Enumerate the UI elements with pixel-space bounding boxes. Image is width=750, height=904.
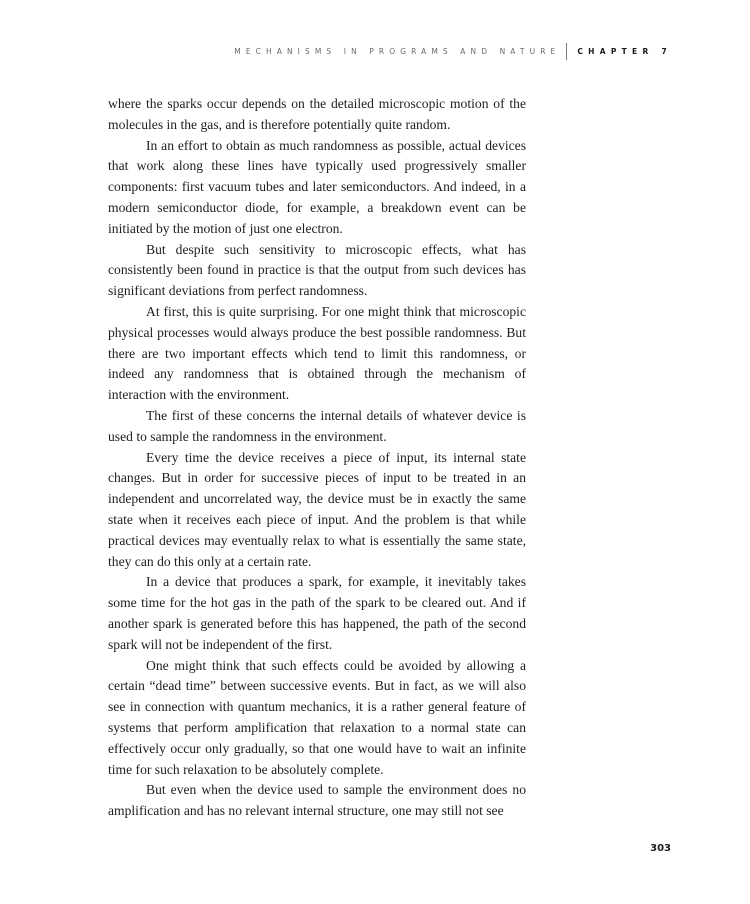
paragraph: In a device that produces a spark, for example, it inevitably takes some time for the hot gas in the path of the spark to be cleared out. And if another spark is generated before this has happened, the path of the second spark will not be independent of the first. [108, 574, 526, 652]
paragraph-continued: where the sparks occur depends on the detailed microscopic motion of the molecules in the gas, and is therefore potentially quite random. [108, 96, 526, 132]
header-divider [566, 43, 567, 60]
paragraph: But even when the device used to sample the environment does no amplification and has no relevant internal structure, one may still not see [108, 782, 526, 819]
paragraph: The first of these concerns the internal details of whatever device is used to sample the randomness in the environment. [108, 407, 526, 444]
paragraph: At first, this is quite surprising. For one might think that microscopic physical processes would always produce the best possible randomness. But there are two important effects which tend to limit this randomness, or indeed any randomness that is obtained through the mechanism of interaction with the environment. [108, 303, 526, 403]
paragraph: But despite such sensitivity to microscopic effects, what has consistently been found in practice is that the output from such devices has significant deviations from perfect randomness. [108, 241, 526, 299]
page-number: 303 [650, 843, 671, 854]
paragraph: In an effort to obtain as much randomness as possible, actual devices that work along these lines have typically used progressively smaller components: first vacuum tubes and later semiconductors. And indeed, in a modern semiconductor diode, for example, a breakdown event can be initiated by the motion of just one electron. [108, 137, 526, 236]
running-header [234, 42, 672, 60]
paragraph: One might think that such effects could be avoided by allowing a certain “dead time” between successive events. But in fact, as we will also see in connection with quantum mechanics, it is a rather general feature of systems that perform amplification that relaxation to a normal state can effectively occur only gradually, so that one would have to wait an infinite time for such relaxation to be absolutely complete. [108, 657, 526, 777]
chapter-label: CHAPTER 7 [577, 46, 672, 56]
body-text [108, 94, 526, 822]
paragraph: Every time the device receives a piece of input, its internal state changes. But in order for successive pieces of input to be treated in an independent and uncorrelated way, the device must be in exactly the same state when it receives each piece of input. And the problem is that while practical devices may eventually relax to what is essentially the same state, they can do this only at a certain rate. [108, 449, 526, 569]
section-title: MECHANISMS IN PROGRAMS AND NATURE [234, 46, 561, 56]
